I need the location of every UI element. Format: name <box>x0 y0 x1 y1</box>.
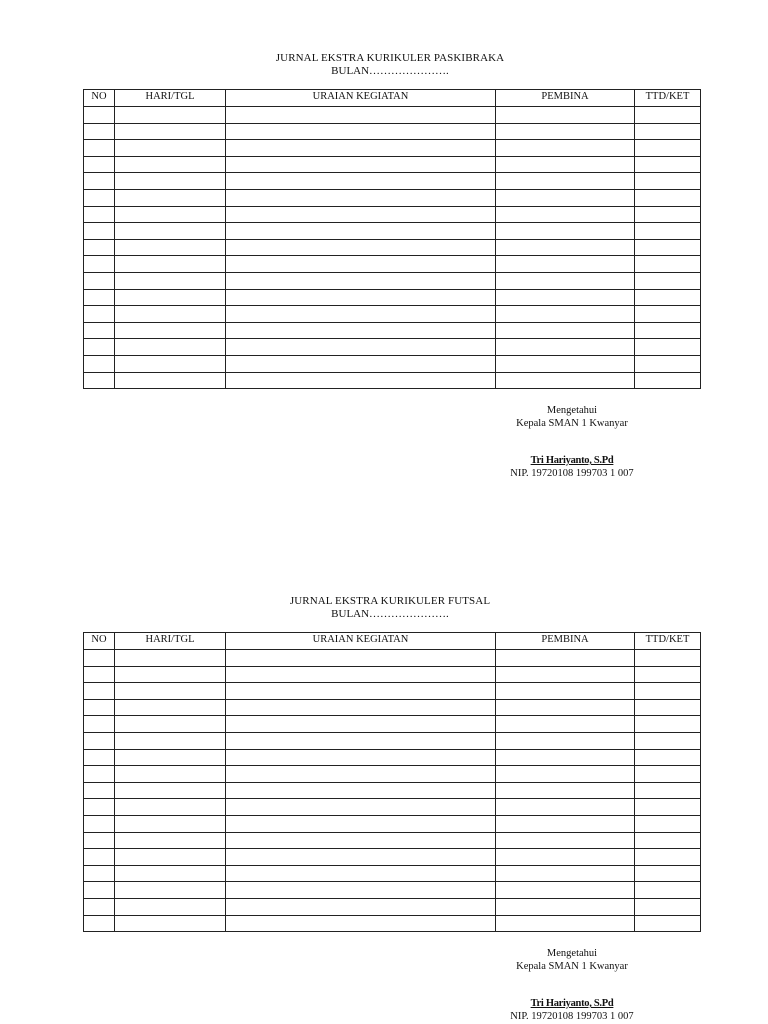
table-cell <box>115 666 226 683</box>
table-cell <box>84 732 115 749</box>
table-cell <box>496 140 635 157</box>
table-row <box>84 189 701 206</box>
table-cell <box>635 156 701 173</box>
table-cell <box>84 339 115 356</box>
table-cell <box>635 272 701 289</box>
table-cell <box>635 666 701 683</box>
table-cell <box>84 915 115 932</box>
table-cell <box>84 865 115 882</box>
table-cell <box>84 123 115 140</box>
table-cell <box>226 372 496 389</box>
table-cell <box>226 322 496 339</box>
table-cell <box>496 306 635 323</box>
table-cell <box>226 716 496 733</box>
table-cell <box>115 699 226 716</box>
table-cell <box>226 732 496 749</box>
table-cell <box>226 140 496 157</box>
table-cell <box>635 849 701 866</box>
table-cell <box>496 882 635 899</box>
table-cell <box>84 322 115 339</box>
header-pembina: PEMBINA <box>496 633 635 650</box>
table-cell <box>496 156 635 173</box>
table-cell <box>115 355 226 372</box>
table-cell <box>496 650 635 667</box>
table-cell <box>84 239 115 256</box>
table-row <box>84 849 701 866</box>
table-cell <box>226 882 496 899</box>
table-cell <box>84 355 115 372</box>
table-cell <box>635 882 701 899</box>
table-cell <box>496 223 635 240</box>
table-cell <box>115 206 226 223</box>
table-row <box>84 699 701 716</box>
table-cell <box>84 189 115 206</box>
signature-block <box>480 947 664 1023</box>
table-cell <box>226 898 496 915</box>
table-cell <box>226 766 496 783</box>
table-row <box>84 683 701 700</box>
table-row <box>84 322 701 339</box>
signature-nip: NIP. 19720108 199703 1 007 <box>510 468 634 479</box>
table-cell <box>226 650 496 667</box>
table-cell <box>115 239 226 256</box>
table-cell <box>226 223 496 240</box>
table-row <box>84 123 701 140</box>
table-cell <box>226 272 496 289</box>
table-cell <box>226 915 496 932</box>
table-cell <box>226 849 496 866</box>
table-cell <box>496 732 635 749</box>
signature-position: Kepala SMAN 1 Kwanyar <box>516 418 628 429</box>
table-cell <box>115 915 226 932</box>
table-cell <box>115 799 226 816</box>
table-cell <box>635 650 701 667</box>
table-row <box>84 156 701 173</box>
header-no: NO <box>84 633 115 650</box>
table-cell <box>496 272 635 289</box>
header-ttd-ket: TTD/KET <box>635 633 701 650</box>
table-cell <box>226 749 496 766</box>
header-uraian-kegiatan: URAIAN KEGIATAN <box>226 90 496 107</box>
table-cell <box>635 732 701 749</box>
signature-nip: NIP. 19720108 199703 1 007 <box>510 1011 634 1022</box>
signature-acknowledged: Mengetahui <box>546 948 598 959</box>
table-cell <box>115 173 226 190</box>
table-cell <box>635 289 701 306</box>
table-cell <box>84 799 115 816</box>
table-cell <box>115 223 226 240</box>
table-cell <box>635 189 701 206</box>
table-cell <box>84 272 115 289</box>
table-cell <box>496 699 635 716</box>
table-cell <box>115 650 226 667</box>
table-cell <box>84 815 115 832</box>
table-row <box>84 223 701 240</box>
table-row <box>84 372 701 389</box>
table-row <box>84 107 701 124</box>
table-cell <box>496 815 635 832</box>
table-cell <box>496 189 635 206</box>
table-cell <box>226 683 496 700</box>
table-cell <box>84 107 115 124</box>
table-cell <box>84 666 115 683</box>
table-cell <box>115 107 226 124</box>
table-cell <box>84 832 115 849</box>
table-cell <box>115 289 226 306</box>
table-cell <box>84 716 115 733</box>
signature-acknowledged: Mengetahui <box>546 405 598 416</box>
table-cell <box>226 306 496 323</box>
table-cell <box>496 107 635 124</box>
table-cell <box>496 173 635 190</box>
table-cell <box>635 699 701 716</box>
table-row <box>84 749 701 766</box>
table-cell <box>115 683 226 700</box>
table-cell <box>635 140 701 157</box>
table-cell <box>226 239 496 256</box>
table-row <box>84 915 701 932</box>
table-cell <box>496 239 635 256</box>
table-cell <box>635 206 701 223</box>
table-cell <box>635 832 701 849</box>
table-cell <box>635 915 701 932</box>
table-cell <box>496 865 635 882</box>
table-cell <box>84 256 115 273</box>
signature-block <box>480 404 664 480</box>
table-cell <box>115 322 226 339</box>
table-cell <box>496 123 635 140</box>
table-cell <box>84 140 115 157</box>
table-cell <box>84 173 115 190</box>
table-row <box>84 865 701 882</box>
table-cell <box>635 683 701 700</box>
table-cell <box>635 865 701 882</box>
table-cell <box>115 256 226 273</box>
table-cell <box>496 799 635 816</box>
table-row <box>84 766 701 783</box>
table-cell <box>496 372 635 389</box>
header-hari-tgl: HARI/TGL <box>115 90 226 107</box>
table-cell <box>226 173 496 190</box>
table-row <box>84 173 701 190</box>
journal-subtitle: BULAN…………………. <box>331 65 449 77</box>
signature-name: Tri Hariyanto, S.Pd <box>530 998 614 1009</box>
table-cell <box>115 865 226 882</box>
table-cell <box>496 898 635 915</box>
table-cell <box>635 355 701 372</box>
journal-table <box>83 632 701 932</box>
table-row <box>84 256 701 273</box>
table-cell <box>635 782 701 799</box>
table-cell <box>226 156 496 173</box>
table-cell <box>115 372 226 389</box>
table-cell <box>226 699 496 716</box>
table-row <box>84 815 701 832</box>
table-cell <box>635 123 701 140</box>
table-cell <box>226 289 496 306</box>
table-row <box>84 140 701 157</box>
table-cell <box>115 140 226 157</box>
table-cell <box>115 272 226 289</box>
table-cell <box>115 766 226 783</box>
table-cell <box>84 849 115 866</box>
table-row <box>84 355 701 372</box>
table-cell <box>84 898 115 915</box>
table-header-row <box>84 90 701 107</box>
table-cell <box>496 749 635 766</box>
table-cell <box>226 107 496 124</box>
table-cell <box>115 306 226 323</box>
header-pembina: PEMBINA <box>496 90 635 107</box>
table-cell <box>635 239 701 256</box>
table-cell <box>635 716 701 733</box>
table-cell <box>84 766 115 783</box>
journal-title: JURNAL EKSTRA KURIKULER FUTSAL <box>289 595 491 607</box>
table-row <box>84 206 701 223</box>
table-cell <box>84 882 115 899</box>
table-cell <box>226 256 496 273</box>
table-cell <box>84 306 115 323</box>
table-row <box>84 666 701 683</box>
table-cell <box>496 322 635 339</box>
table-cell <box>226 189 496 206</box>
table-cell <box>496 256 635 273</box>
signature-name: Tri Hariyanto, S.Pd <box>530 455 614 466</box>
table-row <box>84 339 701 356</box>
table-cell <box>635 815 701 832</box>
table-cell <box>84 223 115 240</box>
table-cell <box>84 699 115 716</box>
table-cell <box>115 832 226 849</box>
journal-subtitle: BULAN…………………. <box>331 608 449 620</box>
table-cell <box>635 372 701 389</box>
table-cell <box>115 732 226 749</box>
journal-title: JURNAL EKSTRA KURIKULER PASKIBRAKA <box>275 52 505 64</box>
table-cell <box>635 766 701 783</box>
table-row <box>84 732 701 749</box>
table-cell <box>115 123 226 140</box>
table-cell <box>115 156 226 173</box>
table-body <box>84 650 701 932</box>
table-row <box>84 239 701 256</box>
table-cell <box>635 339 701 356</box>
table-cell <box>226 832 496 849</box>
table-cell <box>84 289 115 306</box>
table-cell <box>115 749 226 766</box>
signature-position: Kepala SMAN 1 Kwanyar <box>516 961 628 972</box>
header-ttd-ket: TTD/KET <box>635 90 701 107</box>
journal-table <box>83 89 701 389</box>
table-row <box>84 650 701 667</box>
table-row <box>84 289 701 306</box>
header-no: NO <box>84 90 115 107</box>
table-cell <box>226 865 496 882</box>
table-cell <box>226 339 496 356</box>
table-cell <box>496 849 635 866</box>
table-cell <box>226 355 496 372</box>
table-cell <box>226 799 496 816</box>
table-row <box>84 306 701 323</box>
table-cell <box>84 683 115 700</box>
table-row <box>84 782 701 799</box>
table-cell <box>115 782 226 799</box>
header-hari-tgl: HARI/TGL <box>115 633 226 650</box>
table-cell <box>635 256 701 273</box>
table-cell <box>115 882 226 899</box>
table-cell <box>496 782 635 799</box>
header-uraian-kegiatan: URAIAN KEGIATAN <box>226 633 496 650</box>
table-cell <box>635 306 701 323</box>
table-cell <box>496 666 635 683</box>
table-cell <box>115 898 226 915</box>
table-cell <box>115 339 226 356</box>
table-cell <box>226 666 496 683</box>
table-cell <box>496 355 635 372</box>
table-cell <box>635 749 701 766</box>
table-cell <box>84 156 115 173</box>
table-row <box>84 272 701 289</box>
table-cell <box>115 849 226 866</box>
table-cell <box>496 289 635 306</box>
table-cell <box>84 650 115 667</box>
table-cell <box>115 815 226 832</box>
table-cell <box>115 716 226 733</box>
table-row <box>84 832 701 849</box>
table-cell <box>496 683 635 700</box>
table-cell <box>496 766 635 783</box>
table-row <box>84 898 701 915</box>
table-row <box>84 882 701 899</box>
table-cell <box>115 189 226 206</box>
table-cell <box>84 749 115 766</box>
table-cell <box>496 206 635 223</box>
table-row <box>84 716 701 733</box>
table-cell <box>226 206 496 223</box>
table-cell <box>84 372 115 389</box>
table-cell <box>635 223 701 240</box>
table-cell <box>84 782 115 799</box>
table-cell <box>84 206 115 223</box>
table-cell <box>635 898 701 915</box>
table-header-row <box>84 633 701 650</box>
table-cell <box>496 339 635 356</box>
table-cell <box>635 107 701 124</box>
table-cell <box>635 322 701 339</box>
table-cell <box>496 716 635 733</box>
table-cell <box>226 815 496 832</box>
table-cell <box>226 123 496 140</box>
table-body <box>84 107 701 389</box>
table-cell <box>496 915 635 932</box>
table-cell <box>635 799 701 816</box>
table-row <box>84 799 701 816</box>
table-cell <box>635 173 701 190</box>
table-cell <box>496 832 635 849</box>
table-cell <box>226 782 496 799</box>
